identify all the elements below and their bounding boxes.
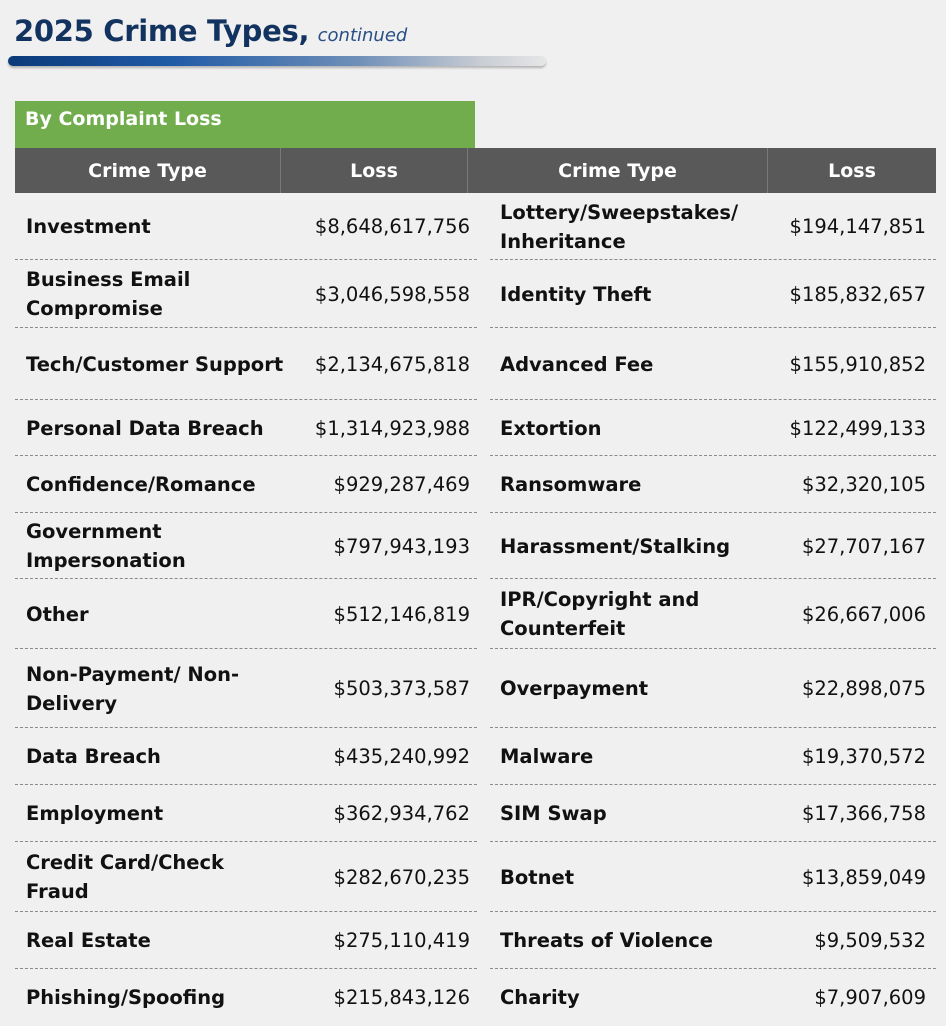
crime-type-cell: Tech/Customer Support [26, 352, 284, 376]
crime-type-cell: Botnet [500, 865, 575, 889]
crime-type-cell: Real Estate [26, 929, 151, 952]
loss-cell: $215,843,126 [333, 986, 470, 1009]
crime-type-cell: Employment [26, 802, 164, 825]
crime-type-cell: SIM Swap [500, 802, 607, 825]
loss-cell: $1,314,923,988 [314, 416, 470, 440]
table-row [15, 912, 936, 969]
title-subtitle: continued [317, 25, 408, 46]
crime-type-cell: Threats of Violence [500, 929, 713, 952]
crime-type-cell: IPR/Copyright and Counterfeit [500, 588, 700, 640]
loss-cell: $929,287,469 [333, 473, 470, 496]
crime-type-cell: Other [26, 602, 89, 626]
loss-cell: $26,667,006 [801, 602, 926, 626]
loss-cell: $32,320,105 [801, 473, 926, 496]
loss-cell: $122,499,133 [789, 416, 926, 440]
section-label: By Complaint Loss [15, 101, 475, 148]
crime-type-cell: Personal Data Breach [26, 416, 264, 440]
table-row [15, 260, 936, 328]
crime-type-cell: Credit Card/Check Fraud [26, 851, 225, 903]
crime-type-cell: Identity Theft [500, 282, 652, 306]
loss-cell: $797,943,193 [333, 534, 470, 558]
crime-type-cell: Confidence/Romance [26, 473, 256, 496]
table-row [15, 649, 936, 728]
header-loss-right: Loss [767, 148, 936, 193]
loss-cell: $19,370,572 [801, 745, 926, 768]
crime-type-cell: Charity [500, 986, 580, 1009]
table-row [15, 969, 936, 1026]
loss-cell: $27,707,167 [801, 534, 926, 558]
table-row [15, 513, 936, 579]
crime-type-cell: Investment [26, 215, 151, 238]
table-row [15, 842, 936, 912]
loss-cell: $3,046,598,558 [314, 282, 470, 306]
table-row [15, 328, 936, 400]
loss-cell: $7,907,609 [814, 986, 926, 1009]
table-row [15, 456, 936, 513]
crime-type-cell: Government Impersonation [26, 520, 186, 572]
table-row [15, 193, 936, 260]
table-row [15, 579, 936, 649]
table-body [15, 193, 936, 1026]
loss-cell: $13,859,049 [801, 865, 926, 889]
page-title [14, 14, 554, 48]
crime-type-cell: Malware [500, 745, 594, 768]
loss-cell: $185,832,657 [789, 282, 926, 306]
crime-type-cell: Lottery/Sweepstakes/ Inheritance [500, 200, 739, 253]
table-header [15, 148, 936, 193]
table-row [15, 785, 936, 842]
loss-cell: $362,934,762 [333, 802, 470, 825]
crime-type-cell: Extortion [500, 416, 602, 440]
loss-cell: $17,366,758 [801, 802, 926, 825]
header-crime-type-right: Crime Type [467, 148, 767, 193]
crime-type-cell: Phishing/Spoofing [26, 986, 226, 1009]
header-crime-type-left: Crime Type [88, 159, 207, 182]
title-underline-bar [8, 56, 546, 66]
loss-cell: $2,134,675,818 [314, 352, 470, 376]
loss-cell: $275,110,419 [333, 929, 470, 952]
loss-cell: $282,670,235 [333, 865, 470, 889]
crime-type-cell: Non-Payment/ Non-Delivery [26, 662, 240, 715]
crime-type-cell: Overpayment [500, 677, 649, 700]
loss-cell: $8,648,617,756 [314, 215, 470, 238]
loss-cell: $22,898,075 [801, 677, 926, 700]
crime-type-cell: Business Email Compromise [26, 268, 191, 320]
header-loss-left: Loss [280, 148, 467, 193]
loss-cell: $512,146,819 [333, 602, 470, 626]
title-main: 2025 Crime Types, [14, 14, 310, 48]
loss-cell: $155,910,852 [789, 352, 926, 376]
loss-cell: $194,147,851 [789, 215, 926, 238]
loss-cell: $503,373,587 [333, 677, 470, 700]
table-row [15, 400, 936, 456]
crime-type-cell: Harassment/Stalking [500, 534, 731, 558]
crime-type-cell: Data Breach [26, 745, 161, 768]
loss-cell: $435,240,992 [333, 745, 470, 768]
crime-type-cell: Ransomware [500, 473, 642, 496]
loss-cell: $9,509,532 [814, 929, 926, 952]
table-row [15, 728, 936, 785]
crime-type-cell: Advanced Fee [500, 352, 654, 376]
